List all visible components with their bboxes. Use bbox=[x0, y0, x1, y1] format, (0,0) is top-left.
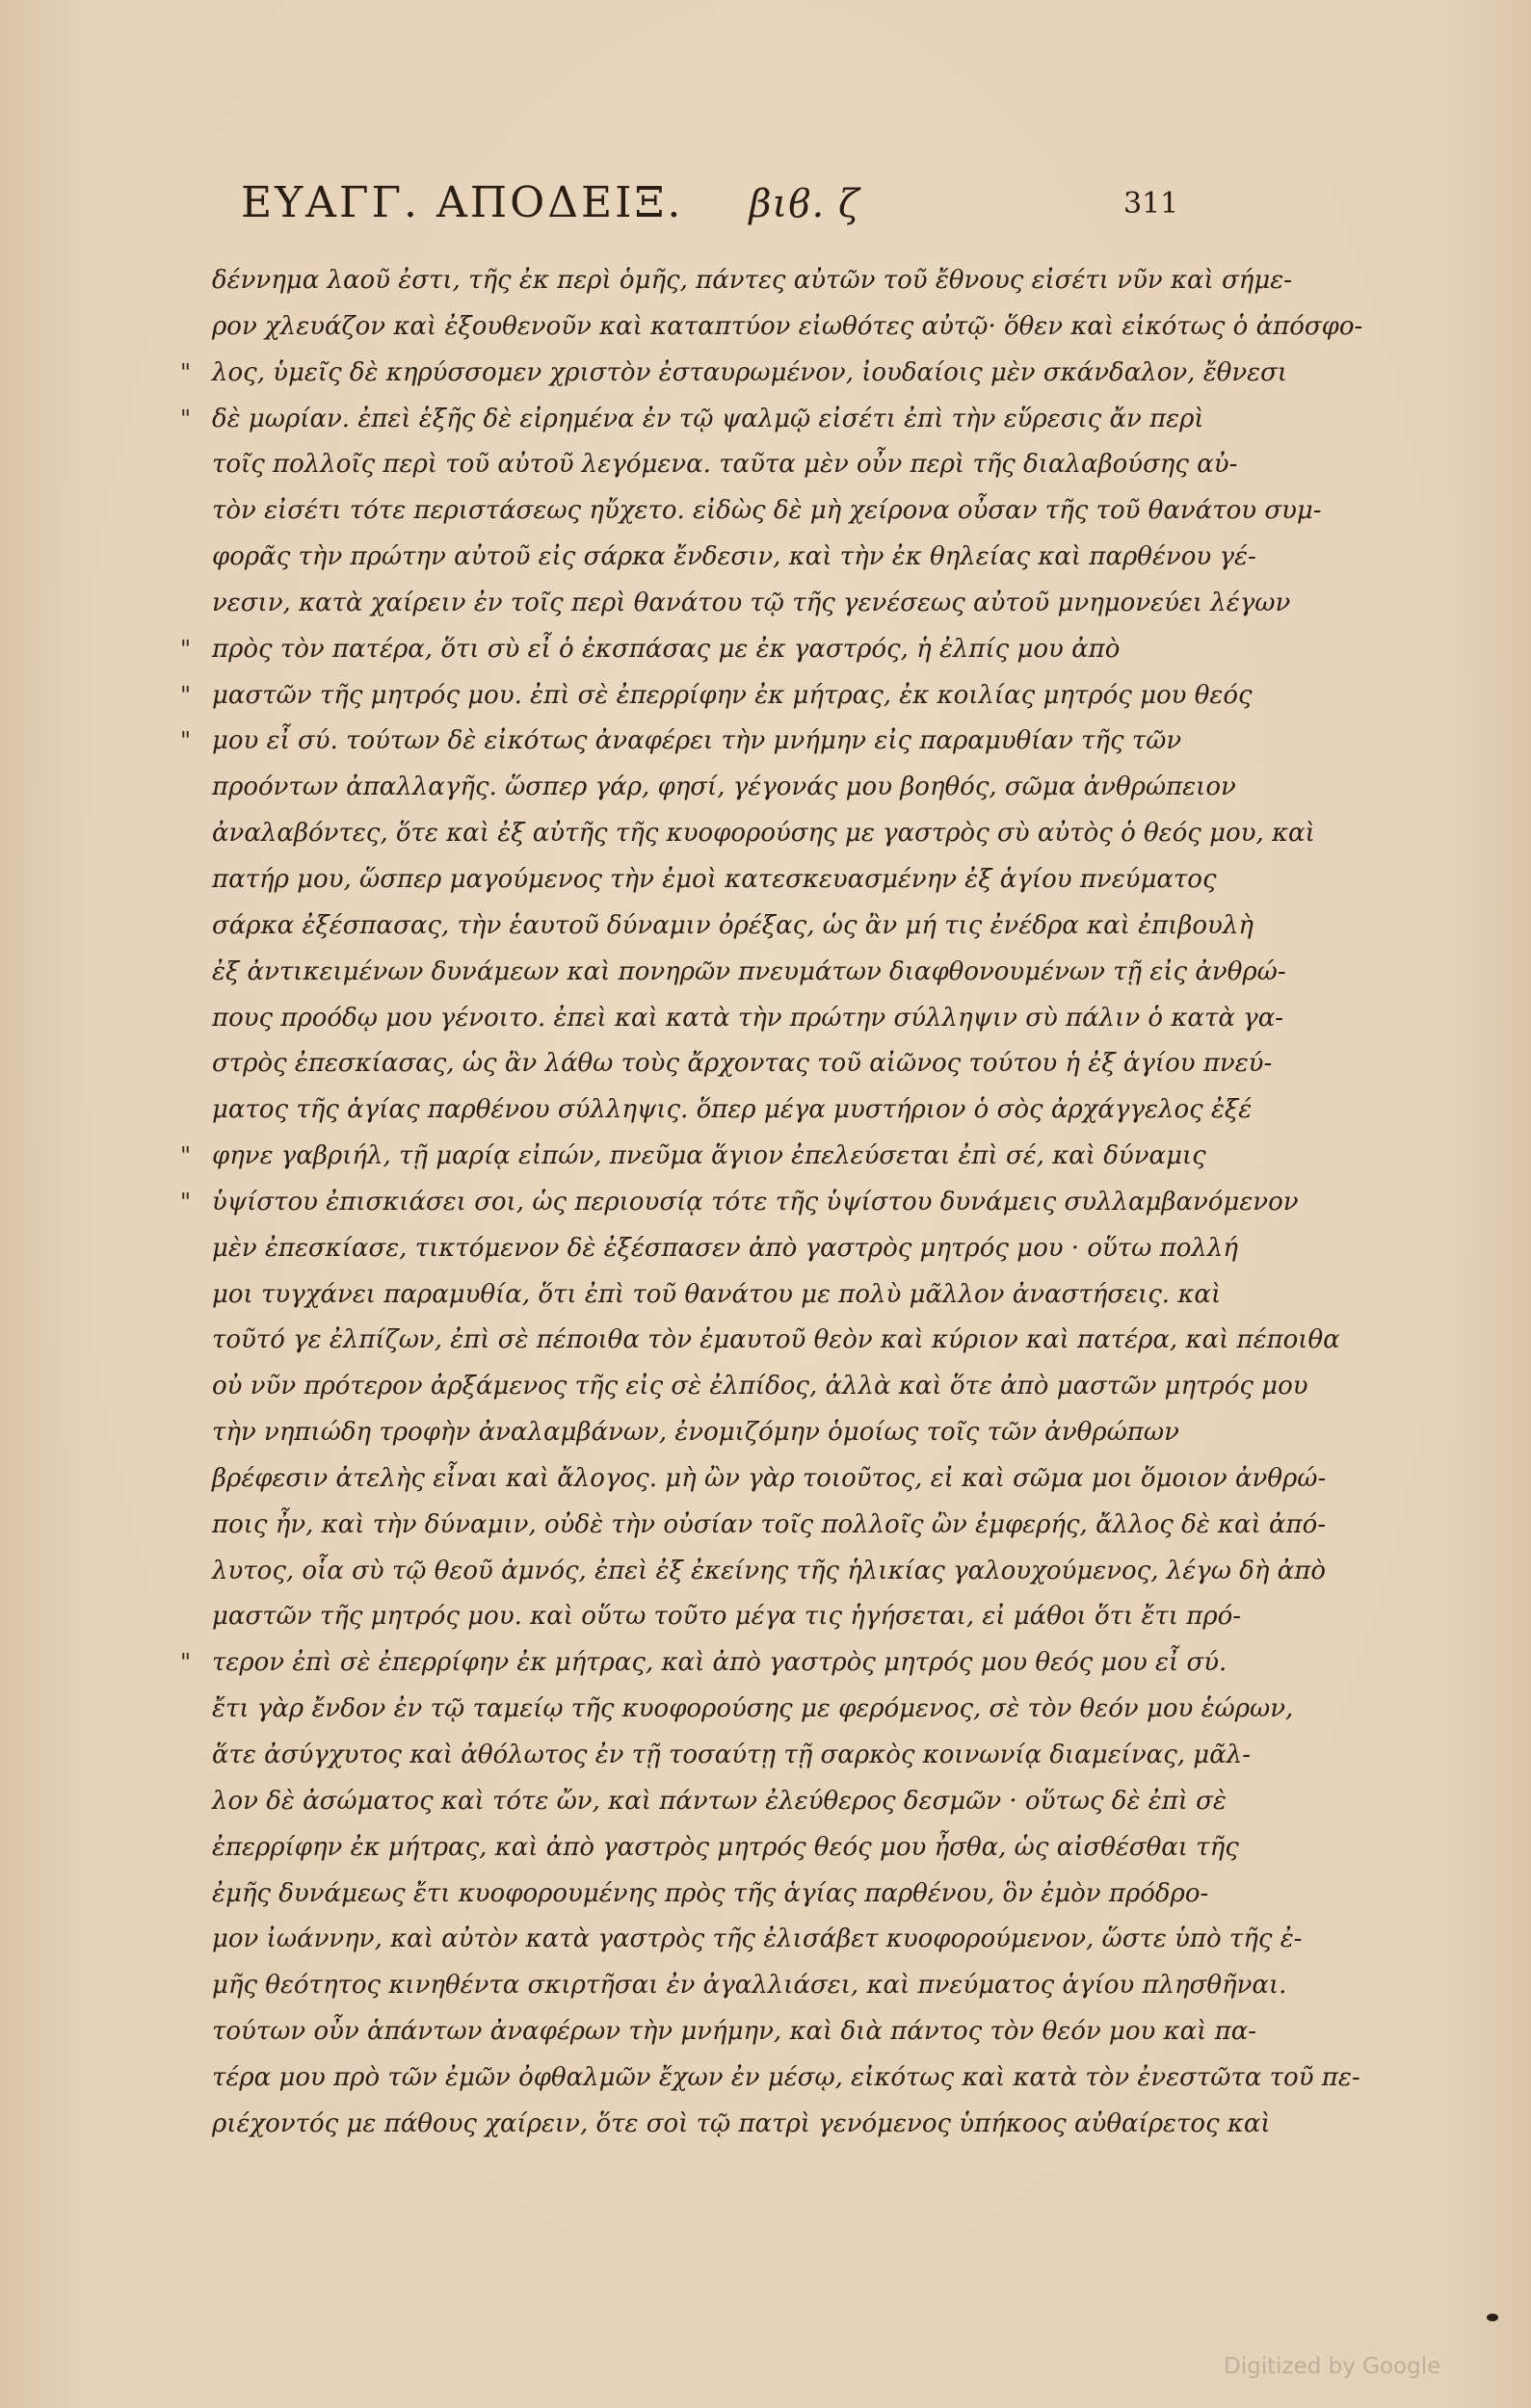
line-text: τούτων οὖν ἁπάντων ἀναφέρων τὴν μνήμην, καὶ διὰ πάντος τὸν θεόν μου καὶ πα- bbox=[212, 2017, 1257, 2047]
text-line bbox=[212, 1917, 1303, 1963]
line-text: ἐμῆς δυνάμεως ἔτι κυοφορουμένης πρὸς τῆς ἁγίας παρθένου, ὃν ἐμὸν πρόδρο- bbox=[212, 1878, 1209, 1908]
line-text: βρέφεσιν ἀτελὴς εἶναι καὶ ἄλογος. μὴ ὢν γὰρ τοιοῦτος, εἰ καὶ σῶμα μοι ὅμοιον ἀνθρώ- bbox=[212, 1463, 1327, 1493]
line-text: πους προόδῳ μου γένοιτο. ἐπεὶ καὶ κατὰ τὴν πρώτην σύλληψιν σὺ πάλιν ὁ κατὰ γα- bbox=[212, 1003, 1284, 1033]
text-line bbox=[212, 811, 1315, 857]
line-text: λυτος, οἷα σὺ τῷ θεοῦ ἀμνός, ἐπεὶ ἐξ ἐκείνης τῆς ἡλικίας γαλουχούμενος, λέγω δὴ ἀπὸ bbox=[212, 1556, 1326, 1585]
text-line bbox=[180, 351, 1288, 397]
line-text: μον ἰωάννην, καὶ αὐτὸν κατὰ γαστρὸς τῆς ἐλισάβετ κυοφορούμενον, ὥστε ὑπὸ τῆς ἐ- bbox=[212, 1924, 1303, 1954]
line-text: μὲν ἐπεσκίασε, τικτόμενον δὲ ἐξέσπασεν ἀπὸ γαστρὸς μητρός μου · οὕτω πολλή bbox=[212, 1233, 1238, 1263]
line-text: νεσιν, κατὰ χαίρειν ἐν τοῖς περὶ θανάτου τῷ τῆς γενέσεως αὐτοῦ μνημονεύει λέγων bbox=[212, 588, 1291, 617]
text-line bbox=[212, 258, 1292, 304]
line-text: ὑψίστου ἐπισκιάσει σοι, ὡς περιουσίᾳ τότε τῆς ὑψίστου δυνάμεις συλλαμβανόμενον bbox=[212, 1187, 1299, 1217]
line-text: φορᾶς τὴν πρώτην αὐτοῦ εἰς σάρκα ἔνδεσιν, καὶ τὴν ἐκ θηλείας καὶ παρθένου γέ- bbox=[212, 542, 1256, 572]
text-line bbox=[212, 996, 1284, 1042]
page-header bbox=[241, 178, 1261, 236]
text-line bbox=[180, 1640, 1227, 1687]
text-line bbox=[212, 488, 1322, 535]
quotation-marker: " bbox=[180, 681, 192, 709]
line-text: τὸν εἰσέτι τότε περιστάσεως ηὔχετο. εἰδὼς δὲ μὴ χείρονα οὖσαν τῆς τοῦ θανάτου συμ- bbox=[212, 496, 1322, 526]
line-text: τοῖς πολλοῖς περὶ τοῦ αὐτοῦ λεγόμενα. ταῦτα μὲν οὖν περὶ τῆς διαλαβούσης αὐ- bbox=[212, 450, 1238, 480]
text-line bbox=[180, 397, 1204, 443]
text-line bbox=[180, 673, 1253, 720]
text-line bbox=[212, 1272, 1222, 1319]
text-line bbox=[212, 1503, 1327, 1549]
line-text: ρον χλευάζον καὶ ἐξουθενοῦν καὶ καταπτύον εἰωθότες αὐτῷ· ὅθεν καὶ εἰκότως ὁ ἀπόσφο- bbox=[212, 311, 1363, 341]
watermark: Digitized by Google bbox=[1224, 2354, 1441, 2379]
line-text: προόντων ἀπαλλαγῆς. ὥσπερ γάρ, φησί, γέγονάς μου βοηθός, σῶμα ἀνθρώπειον bbox=[212, 772, 1236, 802]
text-line bbox=[212, 1364, 1308, 1410]
line-text: λον δὲ ἀσώματος καὶ τότε ὤν, καὶ πάντων ἐλεύθερος δεσμῶν · οὕτως δὲ ἐπὶ σὲ bbox=[212, 1786, 1227, 1816]
line-text: μοι τυγχάνει παραμυθία, ὅτι ἐπὶ τοῦ θανάτου με πολὺ μᾶλλον ἀναστήσεις. καὶ bbox=[212, 1279, 1222, 1309]
quotation-marker: " bbox=[180, 358, 192, 386]
text-line bbox=[212, 1549, 1326, 1595]
line-text: ἅτε ἀσύγχυτος καὶ ἀθόλωτος ἐν τῇ τοσαύτῃ τῇ σαρκὸς κοινωνίᾳ διαμείνας, μᾶλ- bbox=[212, 1741, 1252, 1769]
line-text: σάρκα ἐξέσπασας, τὴν ἑαυτοῦ δύναμιν ὀρέξας, ὡς ἂν μή τις ἐνέδρα καὶ ἐπιβουλὴ bbox=[212, 910, 1254, 940]
quotation-marker: " bbox=[180, 1649, 192, 1677]
quotation-marker: " bbox=[180, 727, 192, 755]
line-text: τὴν νηπιώδη τροφὴν ἀναλαμβάνων, ἐνομιζόμην ὁμοίως τοῖς τῶν ἀνθρώπων bbox=[212, 1418, 1179, 1448]
line-text: μῆς θεότητος κινηθέντα σκιρτῆσαι ἐν ἀγαλλιάσει, καὶ πνεύματος ἁγίου πλησθῆναι. bbox=[212, 1971, 1287, 2001]
text-line bbox=[212, 1226, 1238, 1272]
text-line bbox=[212, 2009, 1257, 2055]
line-text: φηνε γαβριήλ, τῇ μαρίᾳ εἰπών, πνεῦμα ἅγιον ἐπελεύσεται ἐπὶ σέ, καὶ δύναμις bbox=[212, 1141, 1206, 1171]
line-text: μαστῶν τῆς μητρός μου. καὶ οὕτω τοῦτο μέγα τις ἡγήσεται, εἰ μάθοι ὅτι ἔτι πρό- bbox=[212, 1602, 1242, 1632]
line-text: ἐπερρίφην ἐκ μήτρας, καὶ ἀπὸ γαστρὸς μητρός θεός μου ἦσθα, ὡς αἰσθέσθαι τῆς bbox=[212, 1832, 1239, 1862]
page-number: 311 bbox=[1123, 187, 1179, 221]
text-line bbox=[212, 1041, 1273, 1087]
line-text: δέννημα λαοῦ ἐστι, τῆς ἐκ περὶ ὁμῆς, πάντες αὐτῶν τοῦ ἔθνους εἰσέτι νῦν καὶ σήμε- bbox=[212, 266, 1292, 295]
text-line bbox=[212, 1594, 1242, 1640]
line-text: ποις ἦν, καὶ τὴν δύναμιν, οὐδὲ τὴν οὐσίαν τοῖς πολλοῖς ὢν ἐμφερής, ἄλλος δὲ καὶ ἀπό- bbox=[212, 1509, 1327, 1539]
text-line bbox=[212, 1871, 1209, 1918]
text-line bbox=[212, 2102, 1271, 2148]
text-line bbox=[212, 1963, 1287, 2009]
text-line bbox=[180, 627, 1175, 673]
text-line bbox=[212, 950, 1286, 996]
line-text: ἀναλαβόντες, ὅτε καὶ ἐξ αὐτῆς τῆς κυοφορούσης με γαστρὸς σὺ αὐτὸς ὁ θεός μου, καὶ bbox=[212, 819, 1315, 849]
line-text: δὲ μωρίαν. ἐπεὶ ἑξῆς δὲ εἰρημένα ἐν τῷ ψαλμῷ εἰσέτι ἐπὶ τὴν εὕρεσις ἄν περὶ bbox=[212, 404, 1204, 433]
text-line bbox=[212, 1687, 1294, 1733]
line-text: τέρα μου πρὸ τῶν ἐμῶν ὀφθαλμῶν ἔχων ἐν μέσῳ, εἰκότως καὶ κατὰ τὸν ἐνεστῶτα τοῦ πε- bbox=[212, 2062, 1360, 2092]
quotation-marker: " bbox=[180, 1188, 192, 1216]
text-line bbox=[212, 1825, 1239, 1871]
line-text: ἔτι γὰρ ἔνδον ἐν τῷ ταμείῳ τῆς κυοφορούσης με φερόμενος, σὲ τὸν θεόν μου ἑώρων, bbox=[212, 1694, 1294, 1724]
text-line bbox=[212, 581, 1291, 627]
line-text: πρὸς τὸν πατέρα, ὅτι σὺ εἶ ὁ ἐκσπάσας με ἐκ γαστρός, ἡ ἐλπίς μου ἀπὸ bbox=[212, 634, 1121, 664]
text-line bbox=[212, 1456, 1327, 1503]
line-text: μαστῶν τῆς μητρός μου. ἐπὶ σὲ ἐπερρίφην ἐκ μήτρας, ἐκ κοιλίας μητρός μου θεός bbox=[212, 680, 1253, 710]
ink-spot bbox=[1487, 2314, 1498, 2321]
book-reference: βιϐ. ζ bbox=[749, 182, 860, 226]
text-line bbox=[180, 1180, 1299, 1226]
line-text: τερον ἐπὶ σὲ ἐπερρίφην ἐκ μήτρας, καὶ ἀπὸ γαστρὸς μητρός μου θεός μου εἶ σύ. bbox=[212, 1648, 1227, 1678]
text-line bbox=[212, 1410, 1179, 1456]
line-text: λος, ὑμεῖς δὲ κηρύσσομεν χριστὸν ἐσταυρωμένον, ἰουδαίοις μὲν σκάνδαλον, ἔθνεσι bbox=[212, 357, 1288, 387]
line-text: οὐ νῦν πρότερον ἀρξάμενος τῆς εἰς σὲ ἐλπίδος, ἀλλὰ καὶ ὅτε ἀπὸ μαστῶν μητρός μου bbox=[212, 1372, 1308, 1401]
line-text: ριέχοντός με πάθους χαίρειν, ὅτε σοὶ τῷ πατρὶ γενόμενος ὑπήκοος αὐθαίρετος καὶ bbox=[212, 2108, 1271, 2138]
text-line bbox=[212, 2055, 1360, 2102]
line-text: ἐξ ἀντικειμένων δυνάμεων καὶ πονηρῶν πνευμάτων διαφθονουμένων τῇ εἰς ἀνθρώ- bbox=[212, 956, 1286, 986]
text-line bbox=[212, 903, 1254, 950]
line-text: τοῦτό γε ἐλπίζων, ἐπὶ σὲ πέποιθα τὸν ἐμαυτοῦ θεὸν καὶ κύριον καὶ πατέρα, καὶ πέποιθα bbox=[212, 1325, 1340, 1355]
text-line bbox=[212, 1733, 1252, 1779]
line-text: ματος τῆς ἁγίας παρθένου σύλληψις. ὅπερ μέγα μυστήριον ὁ σὸς ἀρχάγγελος ἐξέ bbox=[212, 1095, 1253, 1125]
text-line bbox=[212, 442, 1238, 488]
quotation-marker: " bbox=[180, 635, 192, 663]
line-text: μου εἶ σύ. τούτων δὲ εἰκότως ἀναφέρει τὴν μνήμην εἰς παραμυθίαν τῆς τῶν bbox=[212, 726, 1182, 756]
text-line bbox=[212, 1087, 1253, 1134]
text-line bbox=[212, 857, 1217, 903]
quotation-marker: " bbox=[180, 1142, 192, 1170]
running-head: ΕΥΑΓΓ. ΑΠΟΔΕΙΞ. bbox=[241, 178, 684, 227]
text-line bbox=[180, 719, 1182, 765]
text-line bbox=[212, 304, 1363, 351]
text-block bbox=[180, 258, 1363, 2148]
line-text: πατήρ μου, ὥσπερ μαγούμενος τὴν ἐμοὶ κατεσκευασμένην ἐξ ἁγίου πνεύματος bbox=[212, 864, 1217, 894]
quotation-marker: " bbox=[180, 405, 192, 432]
text-line bbox=[180, 1134, 1206, 1180]
text-line bbox=[212, 765, 1236, 811]
text-line bbox=[212, 1318, 1340, 1364]
text-line bbox=[212, 1779, 1227, 1825]
text-line bbox=[212, 535, 1256, 581]
line-text: στρὸς ἐπεσκίασας, ὡς ἂν λάθω τοὺς ἄρχοντας τοῦ αἰῶνος τούτου ἡ ἐξ ἁγίου πνεύ- bbox=[212, 1049, 1273, 1079]
